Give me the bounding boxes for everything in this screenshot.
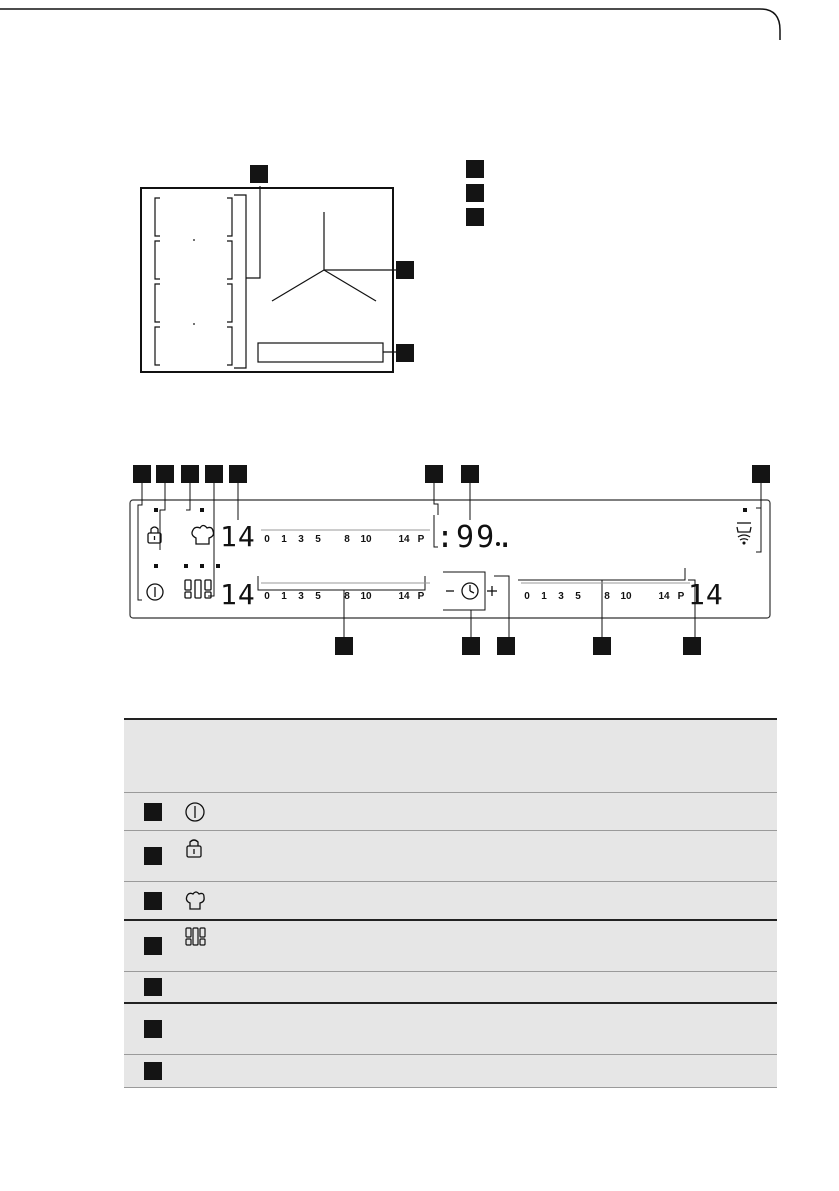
ventilation-symbol (272, 212, 402, 301)
power-level-label: 10 (620, 591, 632, 602)
power-level-label: P (677, 591, 685, 602)
power-scale-top (255, 528, 435, 548)
power-level-label: 8 (344, 591, 350, 602)
lock-icon (148, 527, 161, 543)
table-row (124, 919, 777, 971)
bridge-icon (184, 926, 208, 950)
hob-hood-icon (737, 523, 751, 544)
power-level-label: 5 (315, 591, 321, 602)
power-icon (184, 801, 206, 823)
power-level-label: P (417, 591, 425, 602)
power-level-label: 1 (541, 591, 547, 602)
legend-marker (466, 184, 484, 202)
row-marker (144, 937, 162, 955)
table-row (124, 1002, 777, 1054)
page-top-rule (0, 0, 839, 40)
power-level-label: 0 (264, 591, 270, 602)
power-level-label: 14 (398, 591, 410, 602)
power-level-label: P (417, 534, 425, 545)
callout-marker (396, 261, 414, 279)
chef-hat-icon (192, 526, 214, 545)
zone-display-bottom: 14 (220, 578, 256, 611)
legend-marker (466, 208, 484, 226)
power-level-label: 10 (360, 591, 372, 602)
cooking-zones (155, 198, 232, 365)
table-row (124, 881, 777, 919)
power-level-label: 5 (315, 534, 321, 545)
power-level-label: 0 (264, 534, 270, 545)
zone-display-right: 14 (688, 578, 724, 611)
table-row (124, 830, 777, 881)
legend-marker (466, 160, 484, 178)
power-level-label: 3 (298, 591, 304, 602)
control-panel-diagram (120, 480, 780, 640)
power-level-label: 14 (398, 534, 410, 545)
power-level-label: 14 (658, 591, 670, 602)
hob-outline (141, 188, 393, 372)
power-level-label: 8 (344, 534, 350, 545)
power-level-label: 5 (575, 591, 581, 602)
control-panel-outline (258, 343, 383, 362)
power-level-label: 1 (281, 591, 287, 602)
power-level-label: 0 (524, 591, 530, 602)
power-level-label: 1 (281, 534, 287, 545)
callout-marker (250, 165, 268, 183)
hob-layout-diagram (130, 160, 430, 380)
row-marker (144, 803, 162, 821)
row-marker (144, 847, 162, 865)
row-marker (144, 1020, 162, 1038)
table-row (124, 1054, 777, 1088)
power-scale-right (515, 585, 695, 605)
power-level-label: 10 (360, 534, 372, 545)
timer-display: :99. (436, 520, 517, 555)
power-level-label: 8 (604, 591, 610, 602)
timer-controls (446, 583, 497, 599)
lock-icon (184, 837, 206, 859)
chef-hat-icon (184, 890, 206, 912)
row-marker (144, 1062, 162, 1080)
table-header (124, 718, 777, 792)
zone-display-top: 14 (220, 520, 256, 553)
callout-marker (396, 344, 414, 362)
controls-table (124, 718, 777, 1088)
table-row (124, 971, 777, 1002)
power-icon (147, 584, 163, 600)
power-level-label: 3 (558, 591, 564, 602)
table-row (124, 792, 777, 830)
row-marker (144, 978, 162, 996)
row-marker (144, 892, 162, 910)
power-level-label: 3 (298, 534, 304, 545)
power-scale-bottom (255, 585, 435, 605)
bridge-icon (185, 580, 211, 598)
